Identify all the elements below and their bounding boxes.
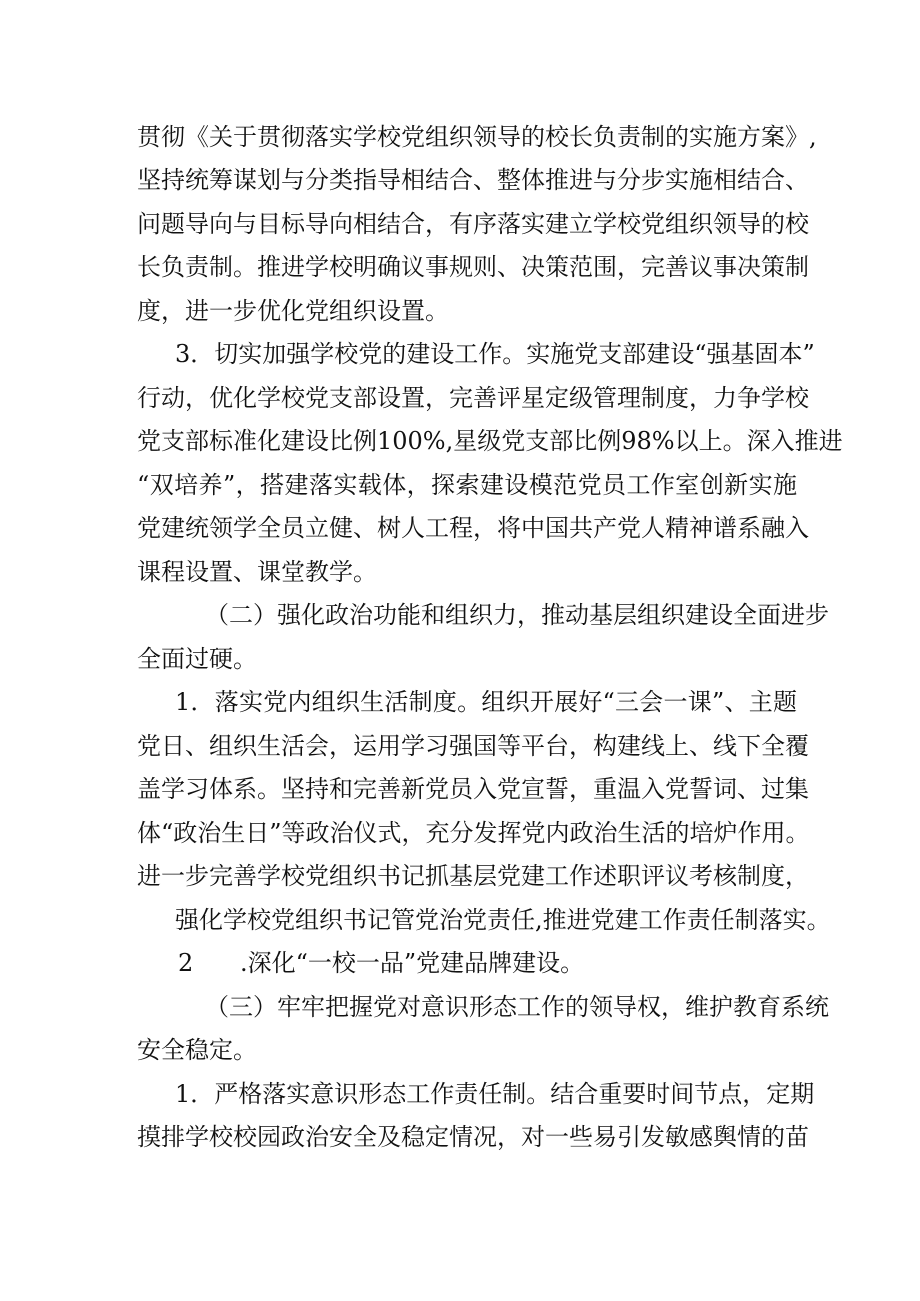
text-line: 摸排学校校园政治安全及稳定情况，对一些易引发敏感舆情的苗 [137,1123,809,1151]
text-line: 党建统领学全员立健、树人工程，将中国共产党人精神谱系融入 [137,514,809,542]
section-heading-3: （三）牢牢把握党对意识形态工作的领导权，维护教育系统 [205,993,829,1021]
text-line: 强化学校党组织书记管党治党责任,推进党建工作责任制落实。 [175,906,831,934]
text-line: 问题导向与目标导向相结合，有序落实建立学校党组织领导的校 [137,210,809,238]
text-line: 度，进一步优化党组织设置。 [137,297,449,325]
text-line: 行动，优化学校党支部设置，完善评星定级管理制度，力争学校 [137,384,809,412]
section-heading-2: （二）强化政治功能和组织力，推动基层组织建设全面进步 [205,601,829,629]
subsection-heading-2: .深化“一校一品”党建品牌建设。 [240,949,585,977]
text-line: “双培养”，搭建落实载体，探索建设模范党员工作室创新实施 [137,471,797,499]
text-line: 进一步完善学校党组织书记抓基层党建工作述职评议考核制度， [137,862,809,890]
text-line: 安全稳定。 [137,1036,257,1064]
text-line: 贯彻《关于贯彻落实学校党组织领导的校长负责制的实施方案》, [137,123,817,151]
text-line: 全面过硬。 [137,645,257,673]
section-heading-3: 3．切实加强学校党的建设工作。实施党支部建设“强基固本” [175,340,815,368]
subsection-heading-1: 1．严格落实意识形态工作责任制。结合重要时间节点，定期 [175,1080,815,1108]
text-line: 体“政治生日”等政治仪式，充分发挥党内政治生活的培炉作用。 [137,819,810,847]
subsection-number: 2 [178,949,194,977]
text-line: 坚持统筹谋划与分类指导相结合、整体推进与分步实施相结合、 [137,166,809,194]
text-line: 党支部标准化建设比例100%,星级党支部比例98%以上。深入推进 [137,427,843,455]
text-line: 党日、组织生活会，运用学习强国等平台，构建线上、线下全覆 [137,732,809,760]
text-line: 长负责制。推进学校明确议事规则、决策范围，完善议事决策制 [137,253,809,281]
subsection-heading-1: 1．落实党内组织生活制度。组织开展好“三会一课”、主题 [175,688,797,716]
text-line: 课程设置、课堂教学。 [137,558,377,586]
text-line: 盖学习体系。坚持和完善新党员入党宣誓，重温入党誓词、过集 [137,775,809,803]
